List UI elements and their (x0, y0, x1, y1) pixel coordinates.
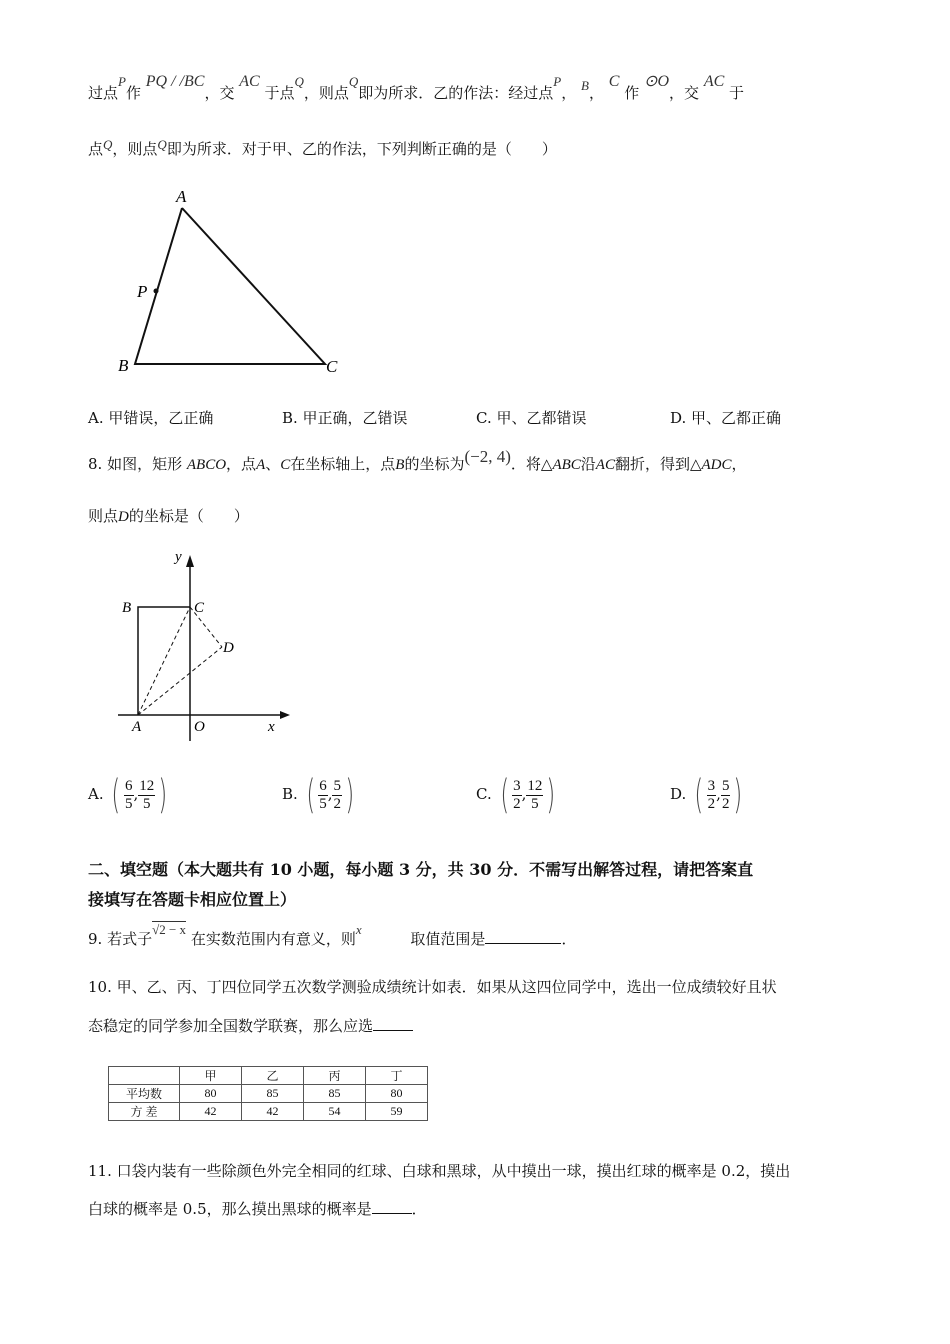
numerator: 6 (125, 777, 133, 794)
fraction (332, 778, 342, 813)
text: ．将△ (510, 455, 553, 473)
q8-option-b[interactable]: B. ( $\frac{6}{5}$ , $\frac{5}{2}$ ) (282, 772, 355, 818)
q8-option-c[interactable]: C. ( $\frac{3}{2}$ , $\frac{12}{5}$ ) (476, 772, 556, 818)
table-cell: 42 (180, 1103, 242, 1121)
text: 白球的概率是 0.5，那么摸出黑球的概率是 (88, 1200, 372, 1218)
denominator: 5 (531, 795, 539, 812)
paren: ( (694, 772, 704, 818)
math-c: C (280, 457, 291, 473)
text: ． (411, 1200, 427, 1218)
table-cell (109, 1067, 180, 1085)
label-x: x (268, 719, 275, 735)
label-y: y (175, 549, 182, 565)
answer-blank[interactable] (485, 929, 561, 944)
table-cell: 方 差 (109, 1103, 180, 1121)
label-p: P (137, 282, 148, 301)
math-q: Q (157, 137, 167, 152)
label-d: D (223, 640, 234, 656)
q11-line1: 11. 口袋内装有一些除颜色外完全相同的红球、白球和黑球，从中摸出一球，摸出红球的概率是 0.2，摸出 (88, 1162, 791, 1180)
denominator: 2 (721, 795, 730, 812)
option-label: C. (476, 785, 492, 803)
triangle-outline (135, 208, 325, 364)
fraction (526, 778, 543, 813)
score-table (108, 1066, 428, 1121)
table-cell: 85 (242, 1085, 304, 1103)
math-ac: AC (595, 457, 615, 473)
text: 则点 (88, 507, 119, 525)
text: ，交 (204, 84, 235, 102)
text: 即为所求．对于甲、乙的作法，下列判断正确的是（ ） (166, 140, 557, 158)
text: ， (561, 84, 577, 102)
text: ，点 (226, 455, 257, 473)
triangle-figure (100, 180, 360, 390)
text: ， (731, 455, 747, 473)
denominator: 5 (143, 795, 151, 812)
text: 8. 如图，矩形 (88, 455, 183, 473)
math-c: C (608, 73, 620, 90)
text: ． (561, 930, 577, 948)
y-axis-arrow (186, 555, 194, 567)
math-abco: ABCO (186, 457, 227, 473)
answer-blank[interactable] (373, 1016, 413, 1031)
text: 的坐标为 (404, 455, 465, 473)
table-row (109, 1103, 428, 1121)
math-abc: ABC (552, 457, 581, 473)
table-cell: 85 (304, 1085, 366, 1103)
denominator: 2 (333, 795, 341, 812)
option-label: D. (670, 785, 687, 803)
paren: ( (500, 772, 509, 818)
text: 作 (624, 84, 640, 102)
fraction (512, 778, 522, 813)
paren: ) (546, 772, 556, 818)
numerator: 3 (707, 777, 716, 794)
numerator: 5 (333, 777, 341, 794)
table-cell: 丁 (366, 1067, 428, 1085)
q8-line1 (88, 447, 747, 474)
answer-blank[interactable] (372, 1199, 412, 1214)
text: 9. 若式子 (88, 930, 153, 948)
math-pq-parallel-bc: PQ / /BC (145, 73, 205, 90)
table-header-row (109, 1067, 428, 1085)
text: ， (589, 84, 605, 102)
math-p: P (553, 74, 562, 89)
numerator: 12 (139, 777, 155, 794)
table-cell: 甲 (180, 1067, 242, 1085)
label-c: C (194, 600, 205, 616)
x-axis-arrow (280, 711, 290, 719)
table-cell: 80 (366, 1085, 428, 1103)
denominator: 2 (513, 795, 521, 812)
text: 在坐标轴上，点 (290, 455, 396, 473)
point-p-dot (154, 289, 159, 294)
math-p: P (118, 74, 126, 89)
text: ，交 (669, 84, 700, 102)
numerator: 12 (527, 777, 543, 794)
text: 、 (265, 455, 281, 473)
numerator: 3 (513, 777, 521, 794)
label-b: B (118, 356, 129, 375)
numerator: 5 (721, 777, 730, 794)
q7-option-c[interactable]: C. 甲、乙都错误 (476, 409, 587, 427)
fraction (124, 778, 134, 813)
diagonal-ac (138, 607, 190, 715)
fraction (721, 778, 731, 813)
math-coord: (−2, 4) (464, 447, 511, 466)
label-o: O (194, 719, 205, 735)
label-a: A (132, 719, 142, 735)
math-a: A (256, 457, 266, 473)
text: ，则点 (303, 84, 349, 102)
text: 点 (88, 140, 104, 158)
q9 (88, 922, 577, 949)
q10-line2 (88, 1015, 413, 1036)
q7-option-b[interactable]: B. 甲正确，乙错误 (282, 409, 408, 427)
table-cell: 59 (366, 1103, 428, 1121)
q8-option-d[interactable]: D. ( $\frac{3}{2}$ , $\frac{5}{2}$ ) (670, 772, 743, 818)
numerator: 6 (319, 777, 327, 794)
math-b: B (581, 78, 589, 93)
math-ac: AC (239, 73, 260, 90)
paren: ) (158, 772, 168, 818)
math-d: D (118, 509, 129, 525)
q10-line1: 10. 甲、乙、丙、丁四位同学五次数学测验成绩统计如表．如果从这四位同学中，选出一位成绩较好且状 (88, 978, 777, 996)
text: 在实数范围内有意义，则 (190, 930, 356, 948)
paren: ) (345, 772, 355, 818)
math-q: Q (103, 137, 113, 152)
text: 即为所求．乙的作法：经过点 (358, 84, 554, 102)
text: ，则点 (112, 140, 158, 158)
paren: ) (733, 772, 743, 818)
coordinate-figure (110, 545, 300, 745)
denominator: 5 (125, 795, 133, 812)
option-label: A. (88, 785, 104, 803)
q7-line1 (88, 73, 745, 103)
table-cell: 42 (242, 1103, 304, 1121)
table-cell: 54 (304, 1103, 366, 1121)
q8-line2 (88, 505, 249, 526)
paren: ( (306, 772, 315, 818)
fraction (707, 778, 717, 813)
section-heading-line2: 接填写在答题卡相应位置上） (88, 890, 297, 909)
table-row (109, 1085, 428, 1103)
text: 作 (125, 84, 141, 102)
text: 过点 (88, 84, 119, 102)
text: 沿 (580, 455, 596, 473)
fraction (318, 778, 328, 813)
text: 翻折，得到△ (614, 455, 702, 473)
q8-option-a[interactable]: A. ( $\frac{6}{5}$ , $\frac{12}{5}$ ) (88, 772, 168, 818)
q7-line2 (88, 138, 557, 159)
math-q: Q (348, 74, 359, 89)
math-x: x (355, 922, 362, 937)
text: 的坐标是（ ） (128, 507, 249, 525)
paren: ( (111, 772, 121, 818)
label-c: C (326, 357, 338, 376)
fraction (138, 778, 155, 813)
label-b: B (122, 600, 132, 616)
math-b: B (395, 457, 405, 473)
option-label: B. (282, 785, 298, 803)
math-sqrt: √2 − x (152, 922, 187, 937)
text: 于点 (264, 84, 295, 102)
text: 取值范围是 (410, 930, 486, 948)
segment-ad (138, 647, 222, 715)
section-heading-line1: 二、填空题（本大题共有 10 小题，每小题 3 分，共 30 分．不需写出解答过程，请把答案直 (88, 860, 754, 879)
label-a: A (176, 187, 187, 206)
math-circle-o: ⊙O (644, 73, 670, 90)
math-q: Q (294, 74, 304, 89)
table-cell: 80 (180, 1085, 242, 1103)
table-cell: 平均数 (109, 1085, 180, 1103)
text: 于 (729, 84, 745, 102)
q7-option-d[interactable]: D. 甲、乙都正确 (670, 409, 782, 427)
q7-option-a[interactable]: A. 甲错误，乙正确 (88, 409, 214, 427)
math-adc: ADC (701, 457, 732, 473)
denominator: 5 (319, 795, 327, 812)
text: 态稳定的同学参加全国数学联赛，那么应选 (88, 1017, 374, 1035)
denominator: 2 (707, 795, 716, 812)
math-ac: AC (703, 73, 725, 90)
q11-line2 (88, 1198, 427, 1219)
table-cell: 丙 (304, 1067, 366, 1085)
table-cell: 乙 (242, 1067, 304, 1085)
